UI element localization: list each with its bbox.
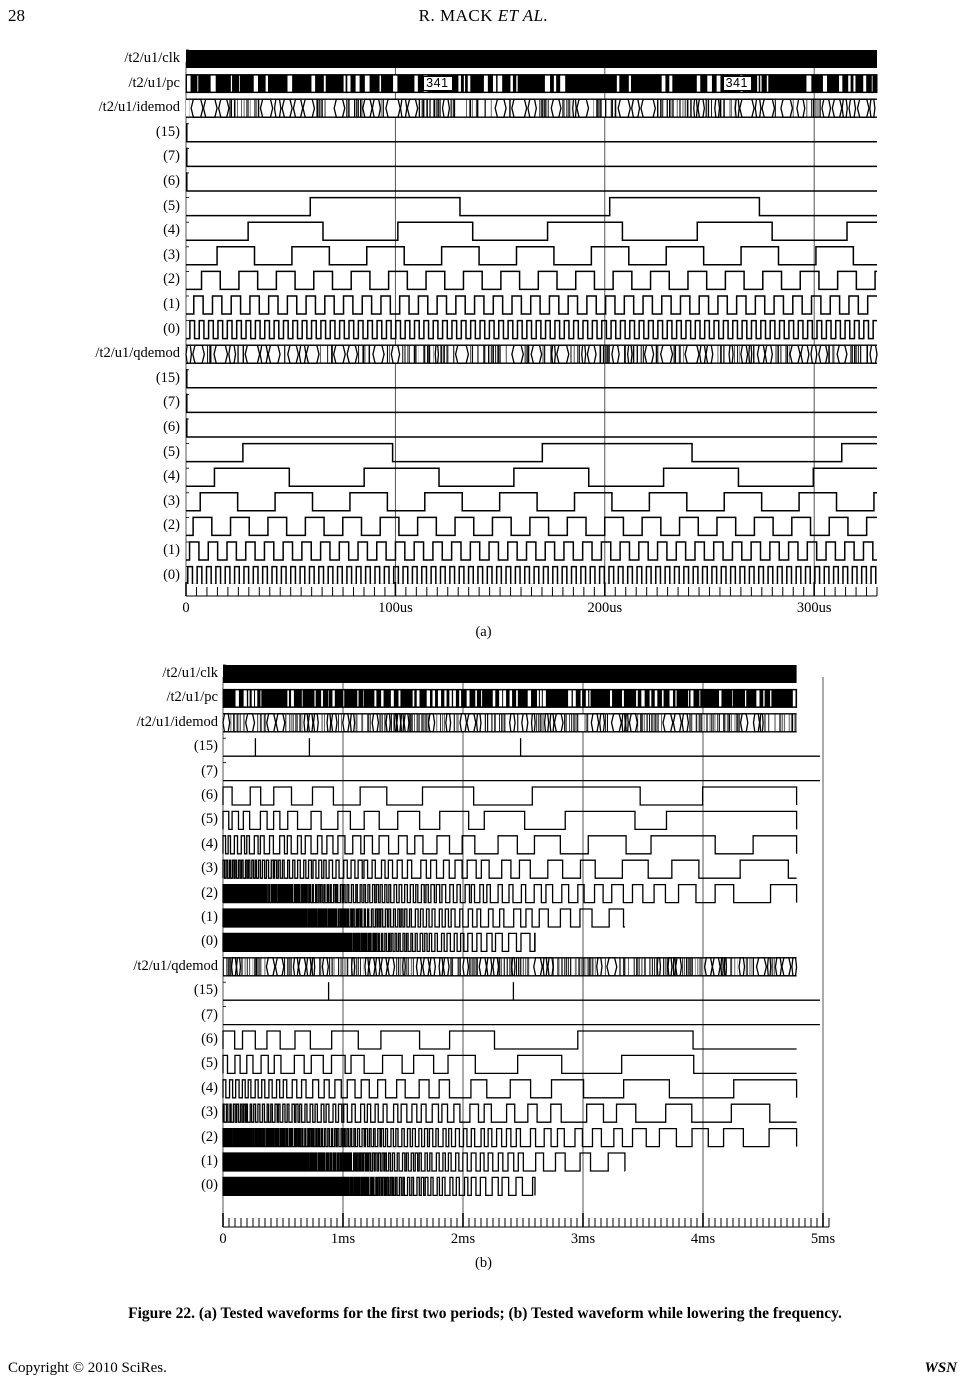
page-number: 28 bbox=[8, 6, 25, 25]
axis-tick-label: 100us bbox=[378, 600, 413, 616]
signal-label[interactable]: /t2/u1/pc bbox=[128, 74, 180, 91]
time-axis-b bbox=[219, 1213, 836, 1253]
signal-label-column-a bbox=[0, 34, 180, 584]
signal-label[interactable]: (0) bbox=[201, 1177, 218, 1194]
signal-label[interactable]: /t2/u1/qdemod bbox=[95, 345, 180, 362]
signal-label[interactable]: /t2/u1/qdemod bbox=[133, 957, 218, 974]
axis-tick-label: 4ms bbox=[690, 1231, 716, 1247]
axis-tick-label: 0 bbox=[219, 1231, 227, 1247]
running-head-etal: ET AL. bbox=[497, 6, 549, 25]
signal-label[interactable]: (15) bbox=[193, 738, 218, 755]
signal-label[interactable]: (3) bbox=[201, 1104, 218, 1121]
signal-label[interactable]: (3) bbox=[201, 860, 218, 877]
signal-label[interactable]: (0) bbox=[201, 933, 218, 950]
signal-label[interactable]: (2) bbox=[201, 884, 218, 901]
signal-label[interactable]: (4) bbox=[163, 222, 180, 239]
signal-label[interactable]: (5) bbox=[163, 197, 180, 214]
axis-tick-label: 200us bbox=[587, 600, 623, 616]
signal-label[interactable]: (6) bbox=[201, 1031, 218, 1047]
signal-label[interactable]: /t2/u1/pc bbox=[166, 689, 218, 706]
axis-tick-label: 5ms bbox=[810, 1231, 836, 1247]
page-header bbox=[0, 6, 967, 34]
footer-journal: WSN bbox=[924, 1360, 957, 1376]
bus-value-label: 341 bbox=[723, 76, 752, 91]
signal-label[interactable]: (3) bbox=[163, 492, 180, 509]
signal-label[interactable]: (7) bbox=[201, 1006, 218, 1023]
signal-label[interactable]: (3) bbox=[163, 246, 180, 263]
signal-label[interactable]: (4) bbox=[201, 835, 218, 852]
signal-label[interactable]: (1) bbox=[201, 909, 218, 925]
signal-label[interactable]: (6) bbox=[201, 787, 218, 803]
axis-tick-label: 1ms bbox=[330, 1231, 356, 1247]
signal-label[interactable]: /t2/u1/idemod bbox=[98, 99, 180, 116]
panel-b-caption: (b) bbox=[475, 1255, 492, 1271]
running-head bbox=[0, 6, 967, 26]
signal-label[interactable]: (2) bbox=[163, 271, 180, 288]
signal-label[interactable]: (6) bbox=[163, 173, 180, 189]
panel-a-caption: (a) bbox=[475, 624, 492, 640]
signal-label[interactable]: (1) bbox=[163, 542, 180, 558]
signal-label[interactable]: (1) bbox=[163, 296, 180, 312]
signal-label[interactable]: (1) bbox=[201, 1153, 218, 1169]
axis-tick-label: 2ms bbox=[450, 1231, 476, 1247]
waveform-plot-a[interactable] bbox=[185, 34, 878, 584]
signal-label[interactable]: (0) bbox=[163, 566, 180, 583]
footer-copyright: Copyright © 2010 SciRes. bbox=[8, 1360, 167, 1376]
signal-label[interactable]: (15) bbox=[155, 123, 180, 140]
time-axis-a bbox=[182, 582, 878, 622]
signal-label[interactable]: (7) bbox=[163, 394, 180, 411]
signal-label[interactable]: (5) bbox=[201, 811, 218, 828]
waveform-plot-b[interactable] bbox=[222, 655, 830, 1215]
figure-caption: Figure 22. (a) Tested waveforms for the first two periods; (b) Tested waveform while lowering the frequency. bbox=[128, 1305, 842, 1322]
axis-tick-label: 300us bbox=[796, 600, 832, 616]
signal-label[interactable]: (4) bbox=[201, 1079, 218, 1096]
signal-label[interactable]: (7) bbox=[201, 762, 218, 779]
signal-label[interactable]: (7) bbox=[163, 148, 180, 165]
signal-label[interactable]: (4) bbox=[163, 468, 180, 485]
signal-label[interactable]: (2) bbox=[201, 1128, 218, 1145]
signal-label[interactable]: (5) bbox=[201, 1055, 218, 1072]
waveform-panel-b bbox=[0, 655, 967, 1285]
running-head-authors: R. MACK bbox=[418, 6, 494, 25]
signal-label[interactable]: (2) bbox=[163, 517, 180, 534]
signal-label[interactable]: /t2/u1/clk bbox=[162, 665, 218, 681]
signal-label[interactable]: (15) bbox=[193, 982, 218, 999]
signal-label[interactable]: (15) bbox=[155, 369, 180, 386]
axis-tick-label: 3ms bbox=[570, 1231, 596, 1247]
signal-label-column-b bbox=[0, 655, 218, 1215]
signal-label[interactable]: (6) bbox=[163, 419, 180, 435]
signal-label[interactable]: /t2/u1/idemod bbox=[136, 713, 218, 730]
signal-label[interactable]: /t2/u1/clk bbox=[124, 50, 180, 66]
bus-value-label: 341 bbox=[423, 76, 452, 91]
signal-label[interactable]: (0) bbox=[163, 320, 180, 337]
waveform-panel-a bbox=[0, 34, 967, 644]
signal-label[interactable]: (5) bbox=[163, 443, 180, 460]
axis-tick-label: 0 bbox=[182, 600, 190, 616]
